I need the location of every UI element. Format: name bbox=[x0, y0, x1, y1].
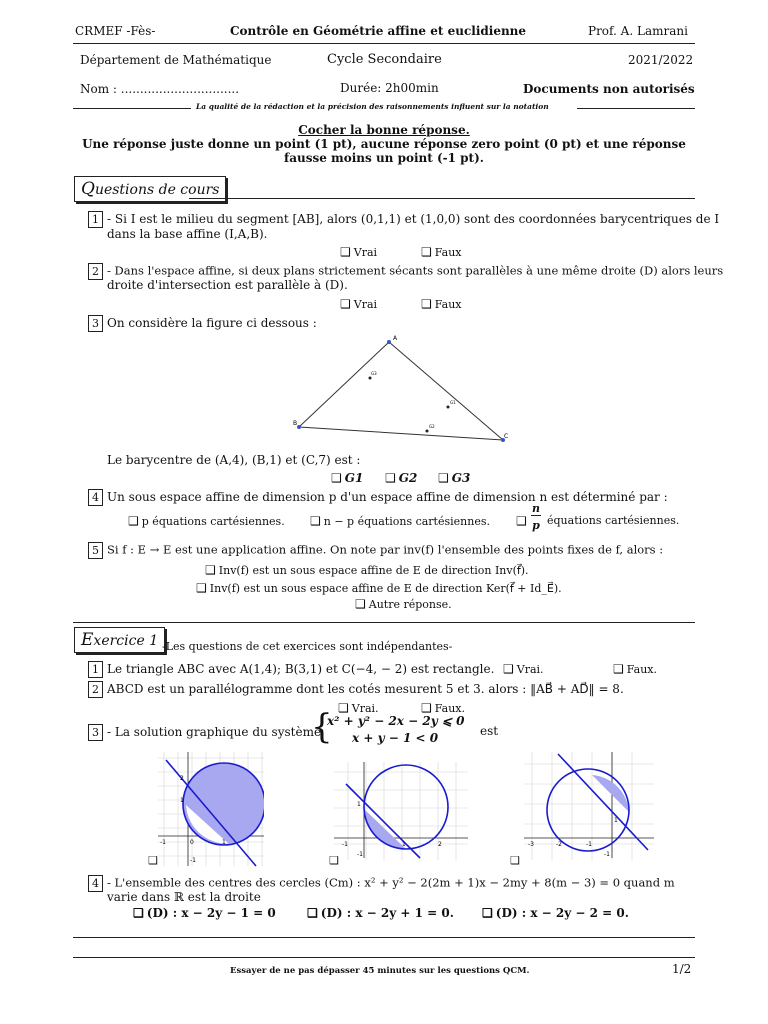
s1-q3-option-g3[interactable]: ❑ G3 bbox=[438, 471, 471, 485]
label-g2: G2 bbox=[429, 424, 435, 429]
duration: Durée: 2h00min bbox=[340, 81, 439, 95]
label-g1: G1 bbox=[450, 400, 456, 405]
label-b: B bbox=[293, 420, 298, 427]
graph-option-3 bbox=[524, 752, 654, 860]
point-g1 bbox=[447, 406, 450, 409]
system-brace: { bbox=[311, 707, 333, 747]
s2-q1-option-vrai[interactable]: ❑ Vrai. bbox=[503, 662, 544, 676]
point-g2 bbox=[426, 430, 429, 433]
svg-text:-1: -1 bbox=[604, 851, 610, 858]
svg-text:-1: -1 bbox=[190, 857, 196, 864]
svg-text:-1: -1 bbox=[357, 851, 363, 858]
graph-option-1 bbox=[144, 750, 264, 868]
page-number: 1/2 bbox=[672, 962, 692, 976]
graph-1-checkbox[interactable]: ❑ bbox=[148, 854, 158, 867]
s1-q5-option-1[interactable]: ❑ Inv(f) est un sous espace affine de E de direction Inv(f⃗). bbox=[205, 563, 529, 577]
s1-q2-option-faux[interactable]: ❑ Faux bbox=[421, 297, 462, 311]
graph-3-checkbox[interactable]: ❑ bbox=[510, 854, 520, 867]
instruction-title: Cocher la bonne réponse. bbox=[298, 123, 470, 137]
s2-question-1: 1 Le triangle ABC avec A(1,4); B(3,1) et C(−4, − 2) est rectangle. bbox=[88, 661, 494, 678]
s1-q3-option-g2[interactable]: ❑ G2 bbox=[385, 471, 418, 485]
s1-q1-option-faux[interactable]: ❑ Faux bbox=[421, 245, 462, 259]
s2-q4-option-1[interactable]: ❑ (D) : x − 2y − 1 = 0 bbox=[133, 906, 276, 920]
graph-2-checkbox[interactable]: ❑ bbox=[329, 854, 339, 867]
graph-option-2 bbox=[334, 762, 468, 860]
s1-q3-barycentre: Le barycentre de (A,4), (B,1) et (C,7) est : bbox=[107, 453, 361, 467]
s1-q5-option-3[interactable]: ❑ Autre réponse. bbox=[355, 597, 452, 611]
label-a: A bbox=[393, 335, 398, 342]
documents-note: Documents non autorisés bbox=[523, 82, 695, 96]
point-a bbox=[387, 340, 391, 344]
s2-q2-option-faux[interactable]: ❑ Faux. bbox=[421, 701, 465, 715]
svg-text:-2: -2 bbox=[556, 841, 562, 848]
header-author: Prof. A. Lamrani bbox=[588, 24, 688, 38]
svg-text:1: 1 bbox=[614, 817, 618, 824]
section-exercice-1: Exercice 1 bbox=[74, 627, 165, 653]
s2-q1-option-faux[interactable]: ❑ Faux. bbox=[613, 662, 657, 676]
school-year: 2021/2022 bbox=[628, 53, 694, 67]
s1-q5-option-2[interactable]: ❑ Inv(f) est un sous espace affine de E de direction Ker(f⃗ + Id_E⃗). bbox=[196, 581, 562, 595]
s1-q4-option-2[interactable]: ❑ n − p équations cartésiennes. bbox=[310, 514, 490, 528]
footer-note: Essayer de ne pas dépasser 45 minutes sur les questions QCM. bbox=[230, 966, 530, 976]
s1-q3-option-g1[interactable]: ❑ G1 bbox=[331, 471, 364, 485]
s1-q4-option-1[interactable]: ❑ p équations cartésiennes. bbox=[128, 514, 285, 528]
s1-question-3: 3 On considère la figure ci dessous : bbox=[88, 315, 317, 332]
s1-question-2: 2 - Dans l'espace affine, si deux plans strictement sécants sont parallèles à une même droite (D) alors leurs bbox=[88, 263, 723, 280]
svg-text:-1: -1 bbox=[160, 839, 166, 846]
label-c: C bbox=[504, 433, 509, 440]
svg-text:2: 2 bbox=[180, 775, 184, 782]
s1-question-1-cont: dans la base affine (I,A,B). bbox=[107, 227, 268, 241]
point-b bbox=[297, 425, 301, 429]
s2-q2-option-vrai[interactable]: ❑ Vrai. bbox=[338, 701, 379, 715]
svg-text:-1: -1 bbox=[586, 841, 592, 848]
triangle-figure bbox=[290, 330, 520, 445]
system-inequality-1: x² + y² − 2x − 2y ⩽ 0 bbox=[327, 714, 465, 728]
s2-question-2: 2 ABCD est un parallélogramme dont les cotés mesurent 5 et 3. alors : ‖AB⃗ + AD⃗‖ = 8. bbox=[88, 681, 624, 698]
s1-q4-option-3-label: équations cartésiennes. bbox=[547, 514, 680, 527]
system-est: est bbox=[480, 724, 499, 738]
exercise-subtitle: -Les questions de cet exercices sont indépendantes- bbox=[162, 640, 453, 653]
s1-question-5: 5 Si f : E → E est une application affine. On note par inv(f) l'ensemble des points fixes de f, alors : bbox=[88, 542, 663, 559]
name-field-label: Nom : ............................... bbox=[80, 82, 240, 96]
svg-text:-3: -3 bbox=[528, 841, 534, 848]
system-inequality-2: x + y − 1 < 0 bbox=[352, 731, 439, 745]
s2-question-4: 4 - L'ensemble des centres des cercles (Cm) : x² + y² − 2(2m + 1)x − 2my + 8(m − 3) = 0 quand m bbox=[88, 875, 675, 892]
instruction-line-3: fausse moins un point (-1 pt). bbox=[284, 151, 484, 165]
s1-q1-option-vrai[interactable]: ❑ Vrai bbox=[340, 245, 378, 259]
svg-text:-1: -1 bbox=[342, 841, 348, 848]
svg-text:2: 2 bbox=[438, 841, 442, 848]
fraction-denominator: p bbox=[532, 519, 540, 532]
quality-note: La qualité de la rédaction et la précision des raisonnements influent sur la notation bbox=[196, 102, 549, 111]
svg-text:1: 1 bbox=[222, 839, 226, 846]
header-left: CRMEF -Fès- bbox=[75, 24, 156, 38]
svg-text:1: 1 bbox=[402, 841, 406, 848]
svg-text:1: 1 bbox=[180, 797, 184, 804]
point-g3 bbox=[369, 377, 372, 380]
s2-q4-option-2[interactable]: ❑ (D) : x − 2y + 1 = 0. bbox=[307, 906, 454, 920]
svg-text:0: 0 bbox=[190, 839, 194, 846]
department: Département de Mathématique bbox=[80, 53, 272, 67]
fraction-numerator: n bbox=[532, 502, 540, 515]
instruction-line-2: Une réponse juste donne un point (1 pt), aucune réponse zero point (0 pt) et une réponse bbox=[82, 137, 686, 151]
section-questions-cours: Questions de cours bbox=[74, 176, 226, 202]
s1-question-2-cont: droite d'intersection est parallèle à (D). bbox=[107, 278, 348, 292]
s2-question-3: 3 - La solution graphique du système bbox=[88, 724, 321, 741]
s1-question-4: 4 Un sous espace affine de dimension p d'un espace affine de dimension n est déterminé par : bbox=[88, 489, 668, 506]
label-g3: G3 bbox=[371, 371, 377, 376]
cycle: Cycle Secondaire bbox=[327, 52, 442, 67]
s1-question-1: 1 - Si I est le milieu du segment [AB], alors (0,1,1) et (1,0,0) sont des coordonnées barycentriques de I bbox=[88, 211, 719, 228]
s2-q4-option-3[interactable]: ❑ (D) : x − 2y − 2 = 0. bbox=[482, 906, 629, 920]
header-title: Contrôle en Géométrie affine et euclidienne bbox=[230, 24, 527, 38]
s1-q4-option-3[interactable]: ❑ bbox=[516, 514, 527, 528]
svg-text:1: 1 bbox=[357, 801, 361, 808]
s1-q2-option-vrai[interactable]: ❑ Vrai bbox=[340, 297, 378, 311]
s2-question-4-cont: varie dans ℝ est la droite bbox=[107, 890, 261, 904]
